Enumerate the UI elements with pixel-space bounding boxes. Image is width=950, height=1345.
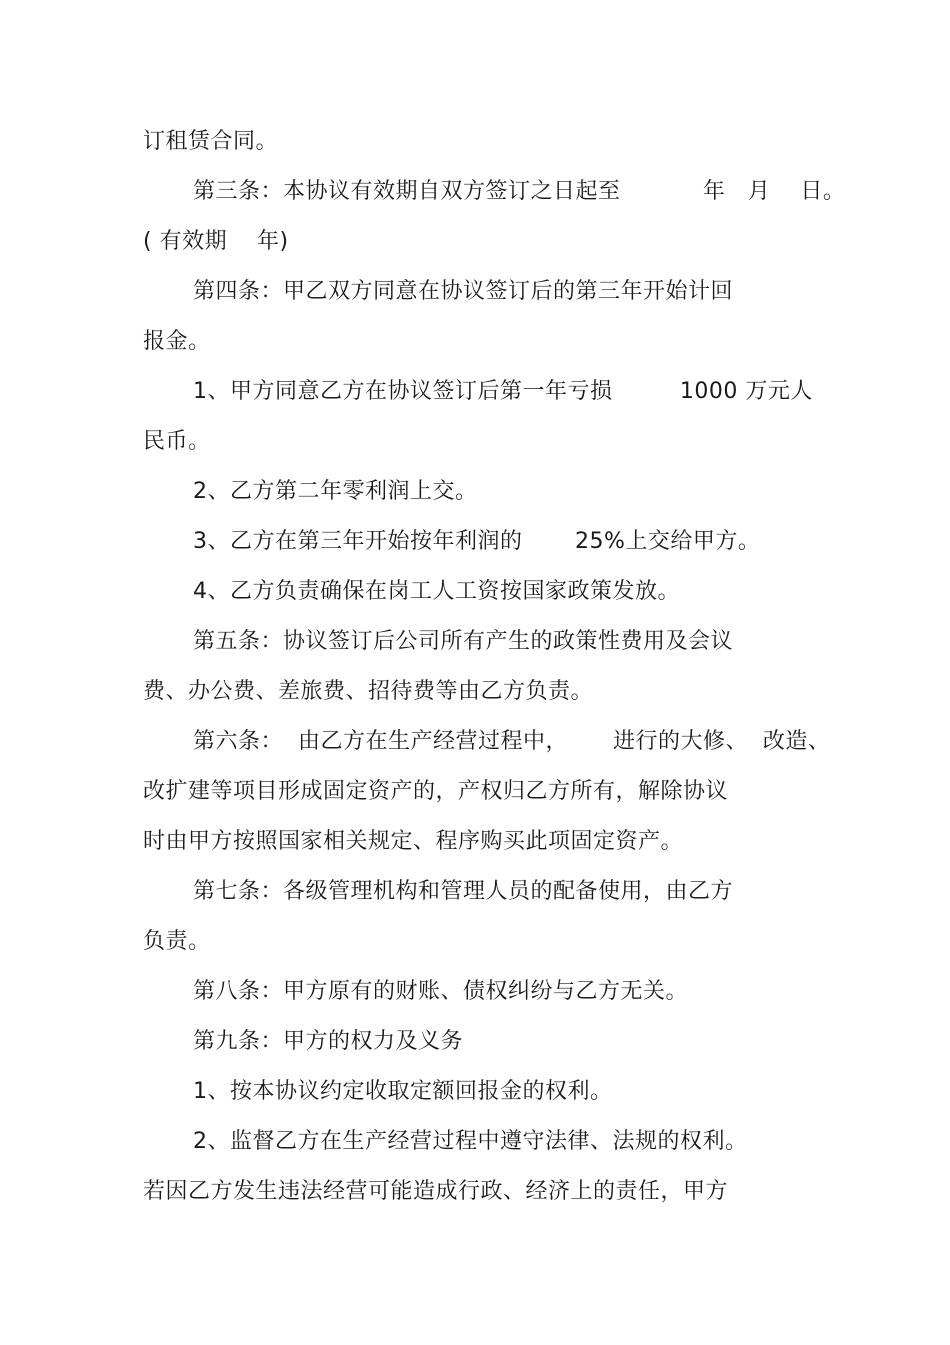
text-line-19: 第九条：甲方的权力及义务 xyxy=(193,1029,464,1054)
text-line-5: 报金。 xyxy=(143,329,211,354)
text-line-3: ( 有效期 年) xyxy=(143,229,289,254)
text-line-21: 2、监督乙方在生产经营过程中遵守法律、法规的权利。 xyxy=(193,1129,748,1154)
text-line-12: 费、办公费、差旅费、招待费等由乙方负责。 xyxy=(143,679,594,704)
text-line-14: 改扩建等项目形成固定资产的，产权归乙方所有，解除协议 xyxy=(143,779,729,804)
text-line-13: 第六条： 由乙方在生产经营过程中， 进行的大修、 改造、 xyxy=(193,729,831,754)
text-line-16: 第七条：各级管理机构和管理人员的配备使用，由乙方 xyxy=(193,879,734,904)
text-line-8: 2、乙方第二年零利润上交。 xyxy=(193,479,478,504)
text-line-17: 负责。 xyxy=(143,929,211,954)
text-line-7: 民币。 xyxy=(143,429,211,454)
text-line-10: 4、乙方负责确保在岗工人工资按国家政策发放。 xyxy=(193,579,680,604)
text-line-4: 第四条：甲乙双方同意在协议签订后的第三年开始计回 xyxy=(193,279,734,304)
text-line-6: 1、甲方同意乙方在协议签订后第一年亏损 1000 万元人 xyxy=(193,379,813,404)
text-line-22: 若因乙方发生违法经营可能造成行政、经济上的责任，甲方 xyxy=(143,1179,729,1204)
text-line-9: 3、乙方在第三年开始按年利润的 25%上交给甲方。 xyxy=(193,529,761,554)
text-line-20: 1、按本协议约定收取定额回报金的权利。 xyxy=(193,1079,613,1104)
text-line-2: 第三条：本协议有效期自双方签订之日起至 年 月 日。 xyxy=(193,179,846,204)
text-line-18: 第八条：甲方原有的财账、债权纠纷与乙方无关。 xyxy=(193,979,689,1004)
text-line-15: 时由甲方按照国家相关规定、程序购买此项固定资产。 xyxy=(143,829,684,854)
text-line-11: 第五条：协议签订后公司所有产生的政策性费用及会议 xyxy=(193,629,734,654)
text-line-1: 订租赁合同。 xyxy=(143,129,279,154)
